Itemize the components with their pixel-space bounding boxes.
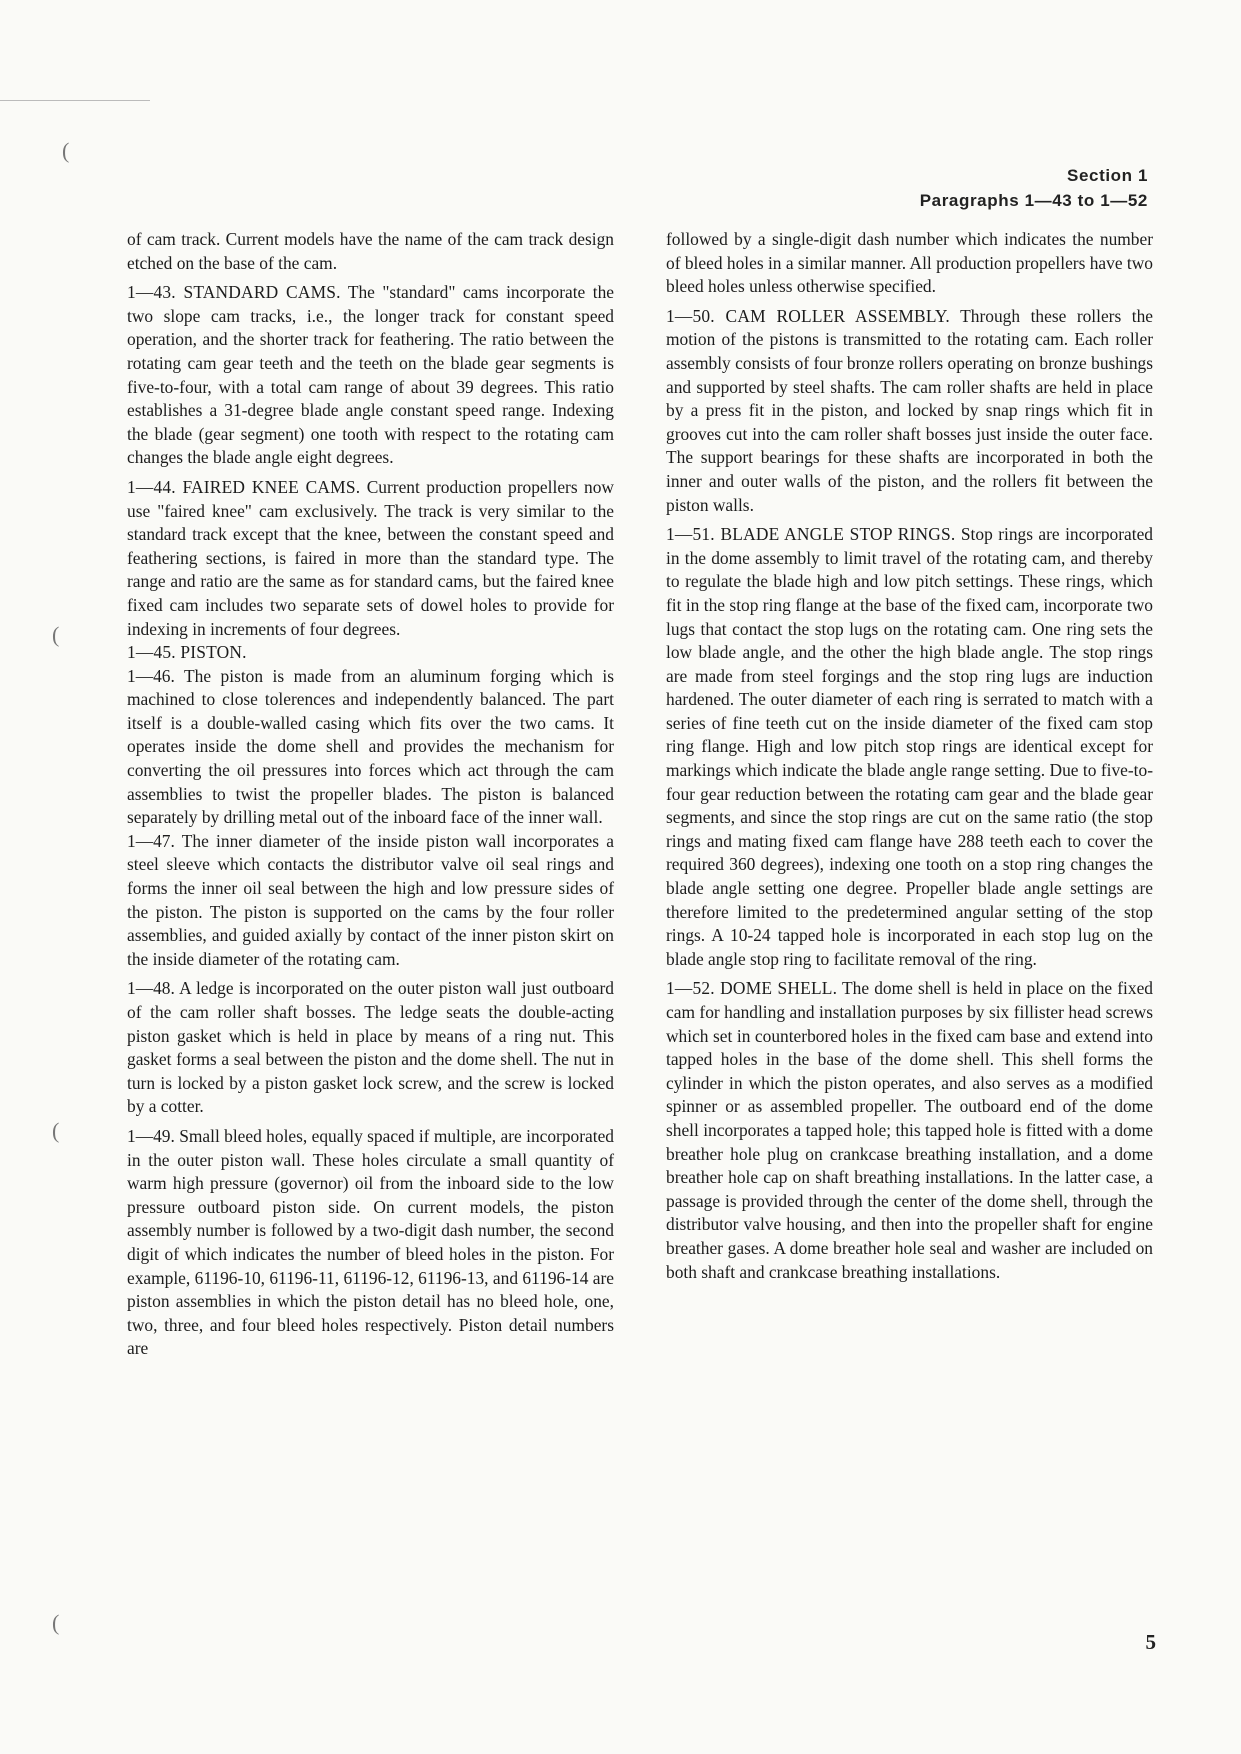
paragraph: 1—49. Small bleed holes, equally spaced if multiple, are incorporated in the outer piston wall. These holes circulate a small quantity of warm high pressure (governor) oil from the inboard side to the low pressure outboard piston side. On current models, the piston assembly number is followed by a two-digit dash number, the second digit of which indicates the number of bleed holes in the piston. For example, 61196-10, 61196-11, 61196-12, 61196-13, and 61196-14 are piston assemblies in which the piston detail has no bleed hole, one, two, three, and four bleed holes respectively. Piston detail numbers are [127,1125,614,1359]
page-number: 5 [1145,1630,1156,1654]
paragraph: 1—47. The inner diameter of the inside piston wall incorporates a steel sleeve which contacts the distributor valve oil seal rings and forms the inner oil seal between the high and low pressure sides of the piston. The piston is supported on the cams by the four roller assemblies, and guided axially by contact of the inner piston skirt on the inside diameter of the rotating cam. [127,830,614,969]
paragraph: followed by a single-digit dash number which indicates the number of bleed holes in a similar manner. All production propellers have two bleed holes unless otherwise specified. [666,229,1153,297]
scan-artifact-mark: ( [62,138,70,163]
paragraph-heading: 1—45. PISTON. [127,642,247,663]
paragraph-heading: 1—44. FAIRED KNEE CAMS. [127,476,361,497]
page-header [920,163,1148,213]
paragraph: 1—50. CAM ROLLER ASSEMBLY. Through these rollers the motion of the pistons is transmitted to the rotating cam. Each roller assembly consists of four bronze rollers operating on bronze bushings and supported by steel shafts. The cam roller shafts are held in place by a press fit in the piston, and locked by snap rings which fit in grooves cut into the cam roller shaft bosses just inside the outer face. The support bearings for these shafts are incorporated in both the inner and outer walls of the piston, and the rollers fit between the piston walls. [666,305,1153,515]
paragraph-heading: 1—50. CAM ROLLER ASSEMBLY. [666,305,950,326]
paragraph-heading: 1—43. STANDARD CAMS. [127,282,341,303]
scan-artifact-mark: ( [52,1610,60,1635]
scan-artifact-line [0,100,150,101]
paragraphs-range: Paragraphs 1—43 to 1—52 [919,191,1148,210]
paragraph: 1—44. FAIRED KNEE CAMS. Current production propellers now use "faired knee" cam exclusively. The track is very similar to the standard track except that the knee, between the constant speed and feathering sections, is faired in more than the standard type. The range and ratio are the same as for standard cams, but the faired knee fixed cam includes two separate sets of dowel holes to provide for indexing in increments of four degrees. [127,476,614,639]
section-label: Section 1 [1067,166,1148,185]
paragraph: 1—51. BLADE ANGLE STOP RINGS. Stop rings are incorporated in the dome assembly to limit travel of the rotating cam, and thereby to regulate the blade high and low pitch settings. These rings, which fit in the stop ring flange at the base of the fixed cam, incorporate two lugs that contact the stop lugs on the rotating cam. One ring sets the low blade angle, and the other the high blade angle. The stop rings are made from steel forgings and the stop ring lugs are induction hardened. The outer diameter of each ring is serrated to match with a series of fine teeth cut on the inside diameter of the fixed cam stop ring flange. High and low pitch stop rings are identical except for markings which indicate the blade angle range setting. Due to five-to-four gear reduction between the rotating cam gear and the blade gear segments, and since the stop rings are cut on the same ratio (the stop rings and mating fixed cam flange have 288 teeth each to cover the required 360 degrees), indexing one tooth on a stop ring changes the blade angle setting one degree. Propeller blade angle settings are therefore limited to the predetermined angular setting of the stop rings. A 10-24 tapped hole is incorporated in each stop lug on the blade angle stop ring to facilitate removal of the ring. [666,524,1153,969]
scan-artifact-mark: ( [52,622,60,647]
left-column [127,228,614,1367]
paragraph: 1—46. The piston is made from an aluminum forging which is machined to close tolerences and independently balanced. The part itself is a double-walled casing which fits over the two cams. It operates inside the dome shell and provides the mechanism for converting the oil pressures into forces which act through the cam assemblies to twist the propeller blades. The piston is balanced separately by drilling metal out of the inboard face of the inner wall. [127,665,614,828]
paragraph [127,641,614,665]
paragraph: 1—43. STANDARD CAMS. The "standard" cams incorporate the two slope cam tracks, i.e., the longer track for constant speed operation, and the shorter track for feathering. The ratio between the rotating cam gear teeth and the teeth on the blade gear segments is five-to-four, with a total cam range of about 39 degrees. This ratio establishes a 31-degree blade angle constant speed range. Indexing the blade (gear segment) one tooth with respect to the rotating cam changes the blade angle eight degrees. [127,282,614,468]
paragraph: of cam track. Current models have the name of the cam track design etched on the base of the cam. [127,229,614,273]
scan-artifact-mark: ( [52,1118,60,1143]
paragraph-heading: 1—52. DOME SHELL. [666,978,838,999]
paragraph: 1—52. DOME SHELL. The dome shell is held in place on the fixed cam for handling and installation purposes by six fillister head screws which set in counterbored holes in the fixed cam base and extend into tapped holes in the base of the dome shell. This shell forms the cylinder in which the piston operates, and also serves as a modified spinner or as assembled propeller. The outboard end of the dome shell incorporates a tapped hole; this tapped hole is fitted with a dome breather hole plug on crankcase breathing installation, and a dome breather hole cap on shaft breathing installations. In the latter case, a passage is provided through the center of the dome shell, through the distributor valve housing, and then into the propeller shaft for engine breather gases. A dome breather hole seal and washer are included on both shaft and crankcase breathing installations. [666,978,1153,1282]
paragraph-heading: 1—51. BLADE ANGLE STOP RINGS. [666,524,956,545]
right-column [666,228,1153,1290]
paragraph: 1—48. A ledge is incorporated on the outer piston wall just outboard of the cam roller shaft bosses. The ledge seats the double-acting piston gasket which is held in place by means of a ring nut. This gasket forms a seal between the piston and the dome shell. The nut in turn is locked by a piston gasket lock screw, and the screw is locked by a cotter. [127,978,614,1117]
